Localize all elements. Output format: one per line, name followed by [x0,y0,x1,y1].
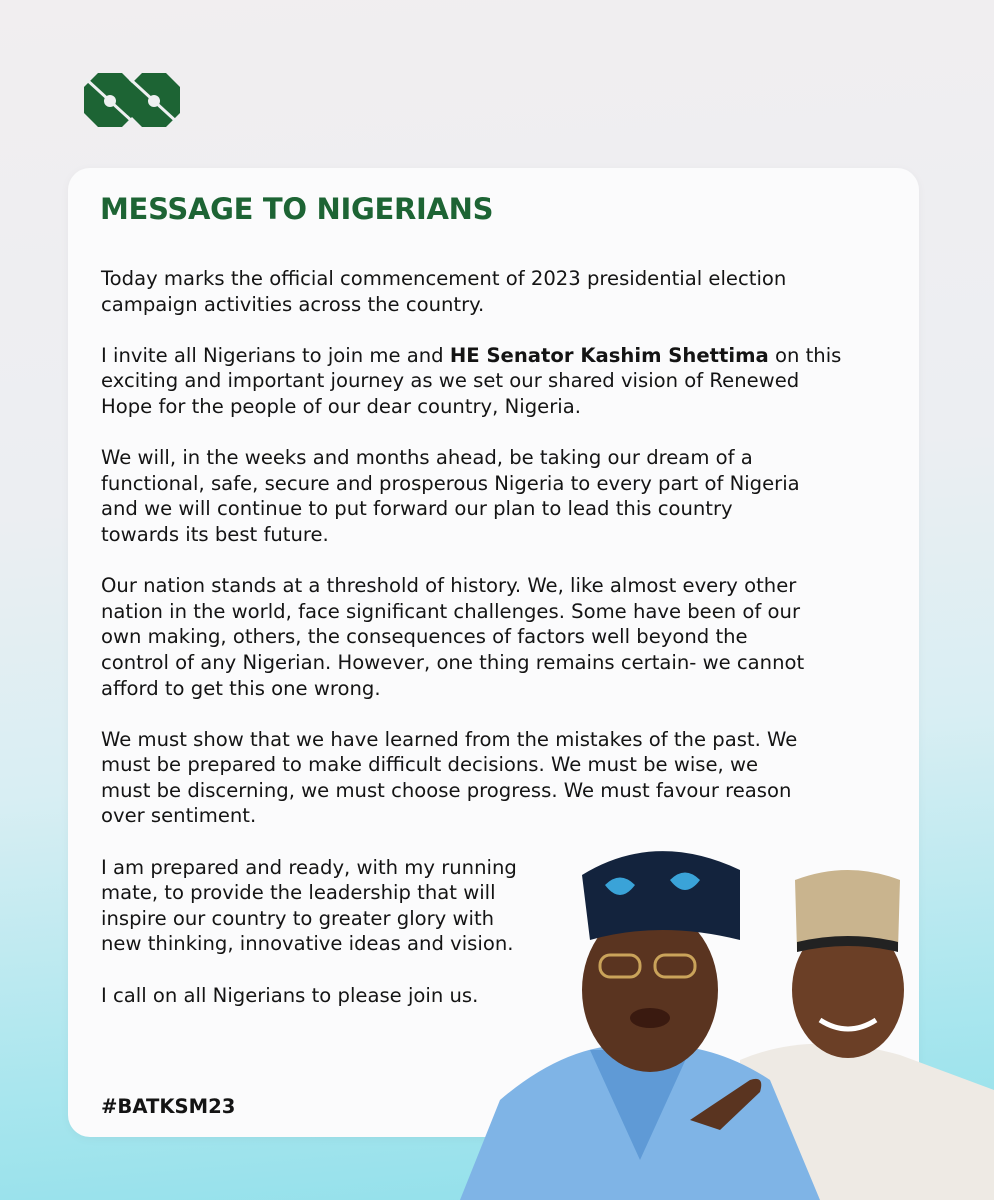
text-line: towards its best future. [101,522,329,546]
text-line: inspire our country to greater glory with [101,906,495,930]
text-line: new thinking, innovative ideas and vision. [101,932,514,956]
text-line: own making, others, the consequences of factors well beyond the [101,625,748,649]
text-line: functional, safe, secure and prosperous Nigeria to every part of Nigeria [101,471,800,495]
text-line: Hope for the people of our dear country, Nigeria. [101,394,581,418]
text-line: Today marks the official commencement of 2023 presidential election [101,267,787,290]
text-line: over sentiment. [101,804,257,828]
text-line: exciting and important journey as we set our shared vision of Renewed [101,369,800,393]
text-line: mate, to provide the leadership that will [101,881,496,905]
text-line: must be discerning, we must choose progress. We must favour reason [101,778,792,802]
text-line: I am prepared and ready, with my running [101,855,517,879]
text-line: and we will continue to put forward our plan to lead this country [101,497,733,521]
party-logo [84,73,180,127]
candidates-photo [440,830,994,1200]
message-paragraph [101,445,881,547]
message-paragraph [101,573,881,701]
message-paragraph [101,343,881,420]
message-paragraph [101,727,881,829]
page-title: MESSAGE TO NIGERIANS [100,192,494,226]
highlighted-name: HE Senator Kashim Shettima [449,343,769,367]
hashtag: #BATKSM23 [101,1095,236,1118]
text-line: We will, in the weeks and months ahead, be taking our dream of a [101,446,753,470]
text-segment: I invite all Nigerians to join me and [101,343,450,367]
text-line: must be prepared to make difficult decisions. We must be wise, we [101,753,759,777]
text-line [101,343,881,369]
text-line: nation in the world, face significant challenges. Some have been of our [101,599,801,623]
text-line: control of any Nigerian. However, one thing remains certain- we cannot [101,650,805,674]
text-line: Our nation stands at a threshold of history. We, like almost every other [101,574,797,598]
text-segment: on this [768,343,842,367]
text-line: We must show that we have learned from the mistakes of the past. We [101,727,798,751]
message-paragraph [101,266,881,317]
text-line: campaign activities across the country. [101,292,485,316]
text-line: I call on all Nigerians to please join us. [101,983,479,1007]
text-line: afford to get this one wrong. [101,676,381,700]
